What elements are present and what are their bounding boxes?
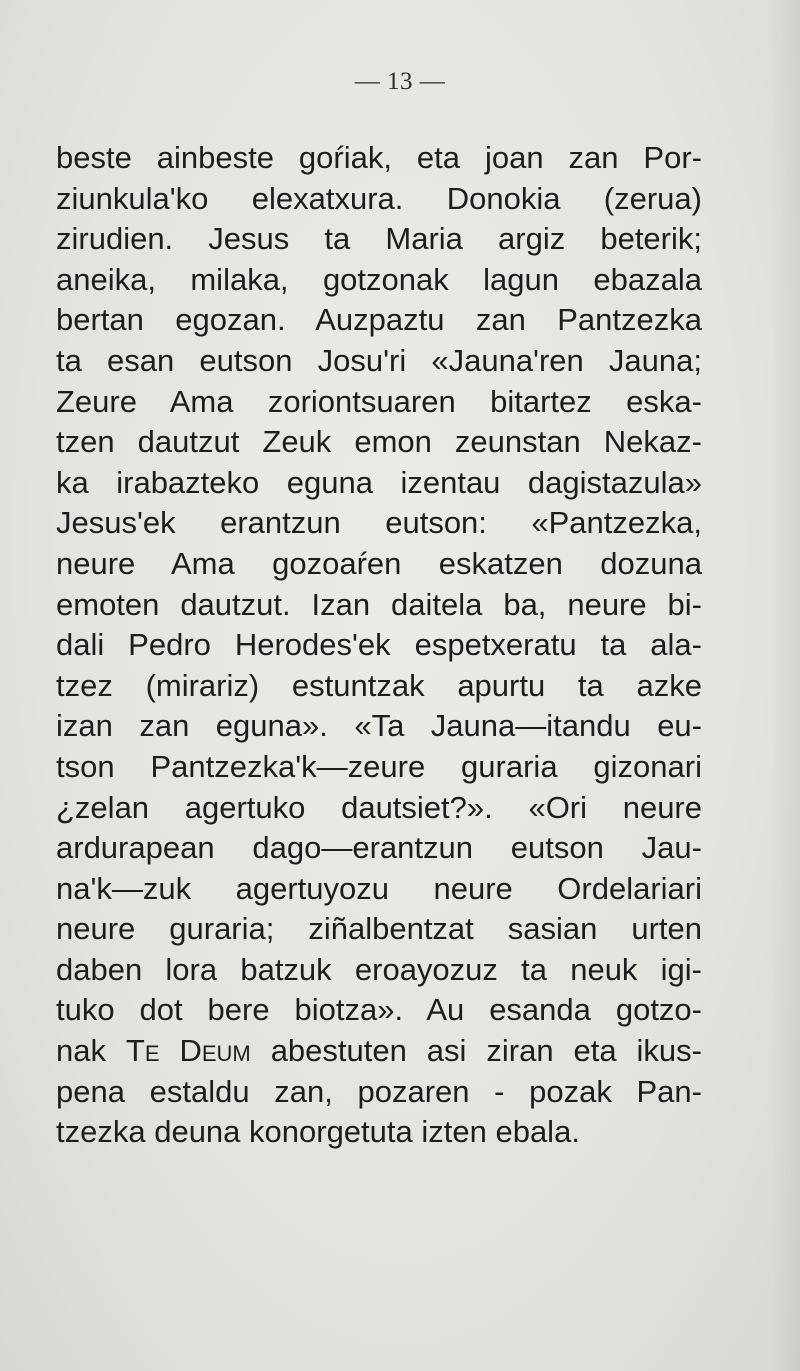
text-line: ¿zelan agertuko dautsiet?». «Ori neure xyxy=(56,789,702,825)
page-edge-shadow xyxy=(770,0,800,1371)
text-line: na'k—zuk agertuyozu neure Ordelariari xyxy=(56,870,702,906)
text-line: zirudien. Jesus ta Maria argiz beterik; xyxy=(56,221,702,257)
text-line: dali Pedro Herodes'ek espetxeratu ta ala- xyxy=(56,627,702,663)
text-line-te-deum xyxy=(56,1031,702,1072)
text-line: daben lora batzuk eroayozuz ta neuk igi- xyxy=(56,951,702,987)
text-line: ziunkula'ko elexatxura. Donokia (zerua) xyxy=(56,180,702,216)
text-line: tzen dautzut Zeuk emon zeunstan Nekaz- xyxy=(56,424,702,460)
text-line: ardurapean dago—erantzun eutson Jau- xyxy=(56,830,702,866)
te-deum-title: Te Deum xyxy=(125,1033,251,1069)
text-line: Jesus'ek erantzun eutson: «Pantzezka, xyxy=(56,505,702,541)
body-text xyxy=(56,138,702,1153)
text-line: Zeure Ama zoriontsuaren bitartez eska- xyxy=(56,383,702,419)
text-line: ta esan eutson Josu'ri «Jauna'ren Jauna; xyxy=(56,342,702,378)
te-deum-suffix: abestuten asi ziran eta ikus- xyxy=(250,1033,702,1069)
page-number: — 13 — xyxy=(354,68,446,95)
text-line: bertan egozan. Auzpaztu zan Pantzezka xyxy=(56,302,702,338)
text-line: beste ainbeste goŕiak, eta joan zan Por- xyxy=(56,140,702,175)
text-line: tson Pantzezka'k—zeure guraria gizonari xyxy=(56,748,702,784)
text-line: neure guraria; ziñalbentzat sasian urten xyxy=(56,911,702,947)
text-line: emoten dautzut. Izan daitela ba, neure bi- xyxy=(56,586,702,622)
text-line: tzez (mirariz) estuntzak apurtu ta azke xyxy=(56,667,702,703)
text-line: ka irabazteko eguna izentau dagistazula» xyxy=(56,464,702,500)
te-deum-prefix: nak xyxy=(56,1033,126,1069)
text-line: izan zan eguna». «Ta Jauna—itandu eu- xyxy=(56,708,702,744)
text-line-last: tzezka deuna konorgetuta izten ebala. xyxy=(56,1114,580,1150)
text-line: aneika, milaka, gotzonak lagun ebazala xyxy=(56,261,702,297)
text-line: neure Ama gozoaŕen eskatzen dozuna xyxy=(56,545,702,581)
text-line: pena estaldu zan, pozaren - pozak Pan- xyxy=(56,1073,702,1109)
text-line: tuko dot bere biotza». Au esanda gotzo- xyxy=(56,992,702,1028)
